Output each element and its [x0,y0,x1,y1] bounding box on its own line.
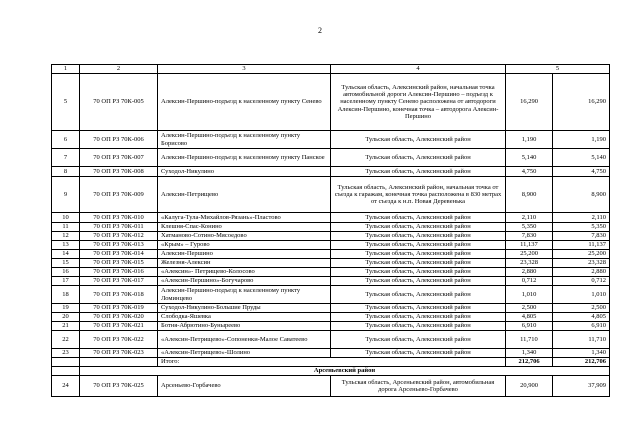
row-number: 6 [52,131,80,149]
road-location: Тульская область, Алексинский район [331,250,506,259]
road-location: Тульская область, Алексинский район [331,149,506,167]
road-name: Суходол-Никулино-Большие Пруды [158,304,331,313]
road-location: Тульская область, Арсеньевский район, автомобильная дорога Арсеньево-Горбачево [331,376,506,397]
road-name: Арсеньево-Горбачево [158,376,331,397]
road-location: Тульская область, Алексинский район [331,304,506,313]
road-length-total: 4,750 [553,167,610,177]
table-row [52,74,610,131]
total-value-cumulative: 212,706 [553,358,610,367]
road-id-code: 70 ОП РЗ 70К-015 [80,259,158,268]
road-length: 23,328 [506,259,553,268]
road-id-code: 70 ОП РЗ 70К-006 [80,131,158,149]
road-id-code: 70 ОП РЗ 70К-009 [80,177,158,213]
road-length: 2,110 [506,213,553,223]
table-row [52,322,610,331]
road-length: 4,805 [506,313,553,322]
road-length: 11,710 [506,331,553,349]
road-location: Тульская область, Алексинский район [331,131,506,149]
road-length: 1,010 [506,286,553,304]
column-number-row [52,65,610,74]
row-number: 10 [52,213,80,223]
road-length: 20,900 [506,376,553,397]
column-number: 4 [331,65,506,74]
road-location: Тульская область, Алексинский район [331,277,506,286]
road-location: Тульская область, Алексинский район [331,241,506,250]
table-row [52,149,610,167]
road-length: 16,290 [506,74,553,131]
table-row [52,313,610,322]
road-length-total: 5,140 [553,149,610,167]
road-location: Тульская область, Алексинский район, начальная точка автомобильной дороги Алексин-Першино – подъезд к населенному пункту Сенево расположена от автодороги Алексин-Першино, конечная точка – автодорога Алексин-Першино [331,74,506,131]
row-number: 24 [52,376,80,397]
road-name: Алексин-Першино-подъезд к населенному пункту Ломинцево [158,286,331,304]
road-id-code: 70 ОП РЗ 70К-012 [80,232,158,241]
road-length-total: 23,328 [553,259,610,268]
road-length-total: 11,710 [553,331,610,349]
road-name: «Алексин»- Петрищево-Колосово [158,268,331,277]
total-spacer [80,358,158,367]
section-row [52,367,610,376]
road-name: Хатманово-Сотино-Мясоедово [158,232,331,241]
row-number: 20 [52,313,80,322]
column-number: 1 [52,65,80,74]
road-length: 11,137 [506,241,553,250]
table-row [52,376,610,397]
road-name: Алексин-Першино [158,250,331,259]
road-length-total: 2,880 [553,268,610,277]
road-name: Алексин-Першино-подъезд к населенному пункту Панское [158,149,331,167]
road-length: 0,712 [506,277,553,286]
row-number: 19 [52,304,80,313]
road-name: «Калуга-Тула-Михайлов-Рязань»-Пластово [158,213,331,223]
row-number: 13 [52,241,80,250]
table-row [52,223,610,232]
row-number: 8 [52,167,80,177]
road-location: Тульская область, Алексинский район [331,331,506,349]
row-number: 7 [52,149,80,167]
row-number: 9 [52,177,80,213]
row-number: 15 [52,259,80,268]
road-id-code: 70 ОП РЗ 70К-022 [80,331,158,349]
road-location: Тульская область, Алексинский район [331,322,506,331]
road-name: «Алексин-Петрищево»-Шолино [158,349,331,358]
table-row [52,167,610,177]
road-length: 1,190 [506,131,553,149]
column-number: 2 [80,65,158,74]
road-length-total: 4,805 [553,313,610,322]
row-number: 5 [52,74,80,131]
total-label: Итого: [158,358,506,367]
row-number: 17 [52,277,80,286]
table-row [52,241,610,250]
road-id-code: 70 ОП РЗ 70К-008 [80,167,158,177]
table-row [52,213,610,223]
road-id-code: 70 ОП РЗ 70К-018 [80,286,158,304]
road-id-code: 70 ОП РЗ 70К-020 [80,313,158,322]
road-length-total: 37,909 [553,376,610,397]
section-title: Арсеньевский район [80,367,610,376]
road-length-total: 2,110 [553,213,610,223]
road-location: Тульская область, Алексинский район [331,286,506,304]
road-length-total: 0,712 [553,277,610,286]
road-length: 4,750 [506,167,553,177]
road-location: Тульская область, Алексинский район [331,268,506,277]
column-number: 3 [158,65,331,74]
row-number: 11 [52,223,80,232]
road-id-code: 70 ОП РЗ 70К-019 [80,304,158,313]
road-name: Суходол-Никулино [158,167,331,177]
row-number: 22 [52,331,80,349]
road-length-total: 1,340 [553,349,610,358]
road-location: Тульская область, Алексинский район [331,259,506,268]
road-id-code: 70 ОП РЗ 70К-021 [80,322,158,331]
road-id-code: 70 ОП РЗ 70К-011 [80,223,158,232]
road-length-total: 7,830 [553,232,610,241]
row-number: 21 [52,322,80,331]
road-length: 5,350 [506,223,553,232]
total-value: 212,706 [506,358,553,367]
road-length-total: 11,137 [553,241,610,250]
road-length: 25,200 [506,250,553,259]
road-length-total: 25,200 [553,250,610,259]
road-length-total: 8,900 [553,177,610,213]
road-location: Тульская область, Алексинский район [331,213,506,223]
road-length-total: 1,190 [553,131,610,149]
road-id-code: 70 ОП РЗ 70К-013 [80,241,158,250]
table-row [52,259,610,268]
road-id-code: 70 ОП РЗ 70К-017 [80,277,158,286]
road-name: «Алексин-Першино»-Богучарово [158,277,331,286]
row-number: 23 [52,349,80,358]
road-id-code: 70 ОП РЗ 70К-016 [80,268,158,277]
total-spacer [52,358,80,367]
road-name: «Алексин-Петрищево»-Сопоненки-Малое Саватеево [158,331,331,349]
road-name: Клешня-Спас-Конино [158,223,331,232]
road-length: 7,830 [506,232,553,241]
road-name: Ботня-Абрютино-Буныреево [158,322,331,331]
table-row [52,177,610,213]
road-name: «Крым» – Гурово [158,241,331,250]
road-name: Алексин-Петрищево [158,177,331,213]
road-location: Тульская область, Алексинский район [331,232,506,241]
road-id-code: 70 ОП РЗ 70К-014 [80,250,158,259]
road-length-total: 5,350 [553,223,610,232]
road-length-total: 6,910 [553,322,610,331]
road-id-code: 70 ОП РЗ 70К-025 [80,376,158,397]
column-number: 5 [506,65,610,74]
road-location: Тульская область, Алексинский район [331,167,506,177]
road-id-code: 70 ОП РЗ 70К-007 [80,149,158,167]
row-number: 18 [52,286,80,304]
road-id-code: 70 ОП РЗ 70К-023 [80,349,158,358]
road-length-total: 1,010 [553,286,610,304]
road-name: Алексин-Першино-подъезд к населенному пункту Борисово [158,131,331,149]
road-id-code: 70 ОП РЗ 70К-005 [80,74,158,131]
road-length: 1,340 [506,349,553,358]
road-name: Алексин-Першино-подъезд к населенному пункту Сенево [158,74,331,131]
table-row [52,277,610,286]
table-row [52,304,610,313]
road-location: Тульская область, Алексинский район, начальная точка от съезда к гаражам, конечная точка расположена в 830 метрах от съезда к н.п. Новая Деревенька [331,177,506,213]
road-id-code: 70 ОП РЗ 70К-010 [80,213,158,223]
road-length: 2,880 [506,268,553,277]
road-location: Тульская область, Алексинский район [331,349,506,358]
table-row [52,250,610,259]
page-number: 2 [318,26,322,35]
section-spacer [52,367,80,376]
road-length: 6,910 [506,322,553,331]
road-length-total: 2,500 [553,304,610,313]
table-row [52,131,610,149]
table-row [52,349,610,358]
table-row [52,286,610,304]
table-row [52,268,610,277]
row-number: 12 [52,232,80,241]
road-length: 2,500 [506,304,553,313]
row-number: 16 [52,268,80,277]
road-length-total: 16,290 [553,74,610,131]
total-row [52,358,610,367]
road-length: 8,900 [506,177,553,213]
row-number: 14 [52,250,80,259]
road-name: Слободка-Яшевка [158,313,331,322]
table-row [52,232,610,241]
road-length: 5,140 [506,149,553,167]
road-location: Тульская область, Алексинский район [331,313,506,322]
roads-table [51,64,610,397]
table-row [52,331,610,349]
road-location: Тульская область, Алексинский район [331,223,506,232]
road-name: Железня-Алексин [158,259,331,268]
